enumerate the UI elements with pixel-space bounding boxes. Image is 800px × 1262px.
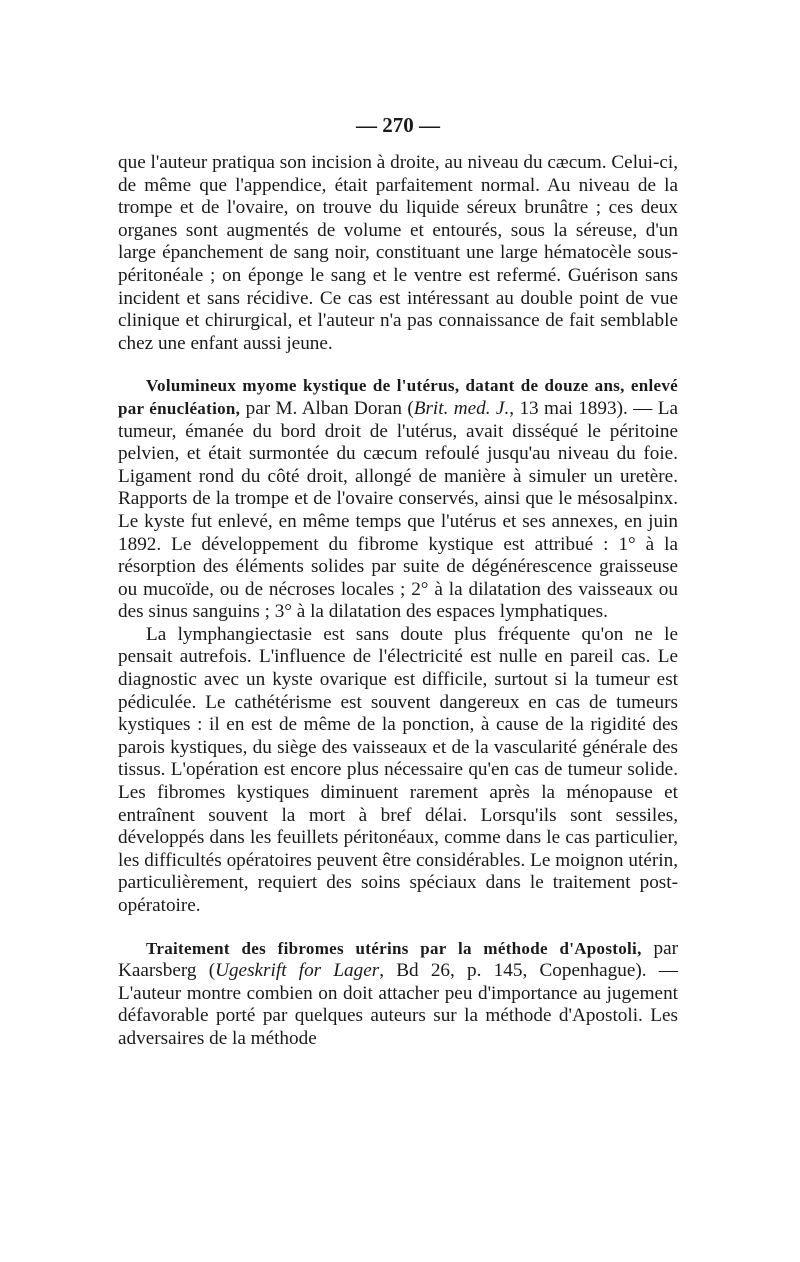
article-author: par Kaarsberg ( <box>118 937 678 982</box>
article-citation: , Bd 26, p. 145, Copenhague). — <box>379 960 678 982</box>
article-journal: Brit. med. J. <box>413 397 510 419</box>
article-paragraph-continued: La lymphangiectasie est sans doute plus fréquente qu'on ne le pensait autrefois. L'influence de l'électricité est nulle en pareil cas. Le diagnostic avec un kyste ovarique est difficile, surtout si la tumeur est pédiculée. Le cathétérisme est souvent dangereux en cas de tumeurs kystiques : il en est de même de la ponction, à cause de la rigidité des parois kystiques, du siège des vaisseaux et de la vascularité générale des tissus. L'opération est encore plus nécessaire qu'en cas de tumeur solide. Les fibromes kystiques diminuent rarement après la ménopause et entraînent souvent la mort à bref délai. Lorsqu'ils sont sessiles, développés dans les feuillets péritonéaux, comme dans le cas particulier, les difficultés opératoires peuvent être considérables. Le moignon utérin, particulièrement, requiert des soins spéciaux dans le traitement post-opératoire. <box>118 623 678 916</box>
article-title: Traitement des fibromes utérins par la méthode d'Apostoli, <box>146 938 642 958</box>
article-paragraph <box>118 938 678 1051</box>
page-number: — 270 — <box>356 113 440 137</box>
article-methode-apostoli <box>118 938 678 1051</box>
article-body: La tumeur, émanée du bord droit de l'utérus, avait disséqué le péritoine pelvien, et était surmontée du cæcum refoulé jusqu'au niveau du foie. Ligament rond du côté droit, allongé de manière à simuler un uretère. Rapports de la trompe et de l'ovaire conservés, ainsi que le mésosalpinx. Le kyste fut enlevé, en même temps que l'utérus et ses annexes, en juin 1892. Le développement du fibrome kystique est attribué : 1° à la résorption des éléments solides par suite de dégénérescence graisseuse ou mucoïde, ou de nécroses locales ; 2° à la dilatation des vaisseaux ou des sinus sanguins ; 3° à la dilatation des espaces lymphatiques. <box>118 397 678 623</box>
article-body: L'auteur montre combien on doit attacher peu d'importance au jugement défavorable porté par quelques auteurs sur la méthode d'Apostoli. Les adversaires de la méthode <box>118 982 678 1049</box>
document-page <box>118 112 678 1051</box>
article-citation: , 13 mai 1893). — <box>509 397 658 419</box>
article-paragraph <box>118 375 678 624</box>
article-myome-kystique <box>118 375 678 917</box>
article-journal: Ugeskrift for Lager <box>215 960 380 982</box>
article-title: Volumineux myome kystique de l'utérus, datant de douze ans, enlevé par énucléation, <box>118 376 678 418</box>
continuation-paragraph: que l'auteur pratiqua son incision à droite, au niveau du cæcum. Celui-ci, de même que l'appendice, était parfaitement normal. Au niveau de la trompe et de l'ovaire, on trouve du liquide séreux brunâtre ; ces deux organes sont augmentés de volume et entourés, sous la séreuse, d'un large épanchement de sang noir, constituant une large hématocèle sous-péritonéale ; on éponge le sang et le ventre est refermé. Guérison sans incident et sans récidive. Ce cas est intéressant au double point de vue clinique et chirurgical, et l'auteur n'a pas connaissance de fait semblable chez une enfant aussi jeune. <box>118 152 678 354</box>
article-author: par M. Alban Doran ( <box>240 397 414 419</box>
